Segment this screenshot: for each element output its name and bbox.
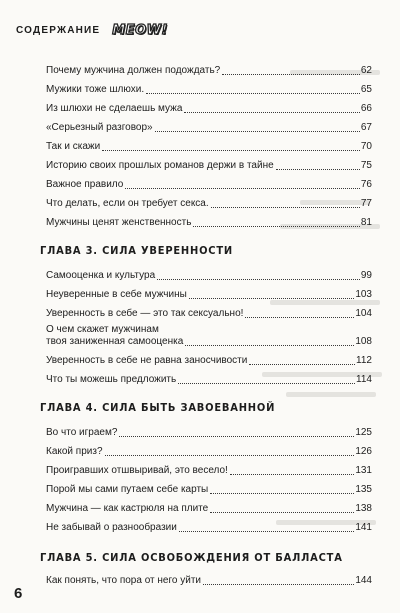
toc-entry[interactable] [46,210,372,229]
leader-dots [184,111,359,113]
leader-dots [157,278,360,280]
toc-entry-page: 99 [360,270,372,281]
chapter-heading[interactable]: ГЛАВА 5. СИЛА ОСВОБОЖДЕНИЯ ОТ БАЛЛАСТА [40,551,343,564]
toc-entry-page: 144 [355,575,372,586]
toc-entry-page: 104 [355,308,372,319]
toc-entry[interactable] [46,568,372,587]
leader-dots [105,454,355,456]
toc-entry[interactable] [46,134,372,153]
logo-meow: MEOW! [112,22,168,38]
toc-entry[interactable] [46,367,372,386]
toc-entry[interactable] [46,282,372,301]
leader-dots [146,92,360,94]
toc-entry-page: 114 [356,374,372,385]
page-number: 6 [14,585,23,602]
toc-entry-title [46,324,183,348]
leader-dots [210,492,354,494]
leader-dots [249,363,355,365]
toc-entry-page: 103 [355,289,372,300]
chapter-heading[interactable]: ГЛАВА 3. СИЛА УВЕРЕННОСТИ [40,244,233,257]
leader-dots [178,382,355,384]
toc-entry-title: Во что играем? [46,427,118,438]
leader-dots [185,344,354,346]
leader-dots [276,168,360,170]
toc-entry-title: «Серьезный разговор» [46,122,153,133]
toc-entry-page: 81 [360,217,372,228]
page-header [16,20,168,40]
toc-entry-page: 125 [355,427,372,438]
leader-dots [179,530,354,532]
toc-entry[interactable] [46,153,372,172]
toc-entry-title: Мужчины ценят женственность [46,217,192,228]
toc-entry[interactable] [46,263,372,282]
toc-entry-page: 65 [360,84,372,95]
toc-entry-title: Не забывай о разнообразии [46,522,177,533]
leader-dots [203,583,354,585]
leader-dots [155,130,360,132]
leader-dots [210,511,354,513]
toc-entry-title-line1: О чем скажет мужчинам [46,324,159,335]
toc-entry-title: Проигравших отшвыривай, это весело! [46,465,228,476]
toc-entry-title: Какой приз? [46,446,103,457]
toc-entry-page: 112 [356,355,372,366]
toc-entry-page: 76 [360,179,372,190]
toc-entry-title: Из шлюхи не сделаешь мужа [46,103,183,114]
leader-dots [125,187,360,189]
toc-entry-page: 138 [355,503,372,514]
toc-entry-page: 62 [360,65,372,76]
toc-entry-title-line2: твоя заниженная самооценка [46,336,184,347]
leader-dots [222,73,360,75]
toc-entry[interactable] [46,191,372,210]
leader-dots [189,297,355,299]
toc-entry[interactable] [46,515,372,534]
toc-entry-title: Порой мы сами путаем себе карты [46,484,209,495]
toc-entry-page: 70 [360,141,372,152]
toc-entry[interactable] [46,439,372,458]
toc-entry[interactable] [46,301,372,320]
toc-entry-title: Уверенность в себе — это так сексуально! [46,308,244,319]
toc-entry-page: 135 [355,484,372,495]
toc-entry-title: Так и скажи [46,141,101,152]
toc-entry-title: Что ты можешь предложить [46,374,177,385]
leader-dots [119,435,354,437]
toc-entry-title: Что делать, если он требует секса. [46,198,209,209]
toc-entry[interactable] [46,172,372,191]
toc-entry-title: Уверенность в себе не равна заносчивости [46,355,248,366]
toc-entry-page: 75 [360,160,372,171]
toc-entry-page: 131 [355,465,372,476]
toc-entry[interactable] [46,420,372,439]
toc-entry-page: 67 [360,122,372,133]
toc-entry[interactable] [46,320,372,348]
leader-dots [102,149,360,151]
toc-entry-title: Мужчина — как кастрюля на плите [46,503,209,514]
toc-entry-page: 126 [355,446,372,457]
chapter-heading[interactable]: ГЛАВА 4. СИЛА БЫТЬ ЗАВОЕВАННОЙ [40,401,276,414]
toc-entry[interactable] [46,496,372,515]
toc-entry-title: Важное правило [46,179,124,190]
toc-entry-page: 141 [355,522,372,533]
leader-dots [211,206,360,208]
toc-entry-title: Самооценка и культура [46,270,156,281]
toc-entry-title: Почему мужчина должен подождать? [46,65,221,76]
toc-entry[interactable] [46,477,372,496]
toc-entry[interactable] [46,348,372,367]
toc-entry-title: Неуверенные в себе мужчины [46,289,187,300]
leader-dots [193,225,359,227]
toc-entry-title: Как понять, что пора от него уйти [46,575,201,586]
table-of-contents [40,58,372,587]
toc-entry-page: 66 [360,103,372,114]
toc-entry-title: Мужики тоже шлюхи. [46,84,145,95]
leader-dots [245,316,354,318]
toc-entry[interactable] [46,96,372,115]
toc-entry-title: Историю своих прошлых романов держи в тайне [46,160,274,171]
toc-entry[interactable] [46,458,372,477]
toc-entry[interactable] [46,115,372,134]
leader-dots [230,473,354,475]
toc-entry-page: 108 [355,336,372,347]
toc-entry[interactable] [46,58,372,77]
toc-entry[interactable] [46,77,372,96]
section-title: СОДЕРЖАНИЕ [16,24,101,36]
toc-entry-page: 77 [360,198,372,209]
